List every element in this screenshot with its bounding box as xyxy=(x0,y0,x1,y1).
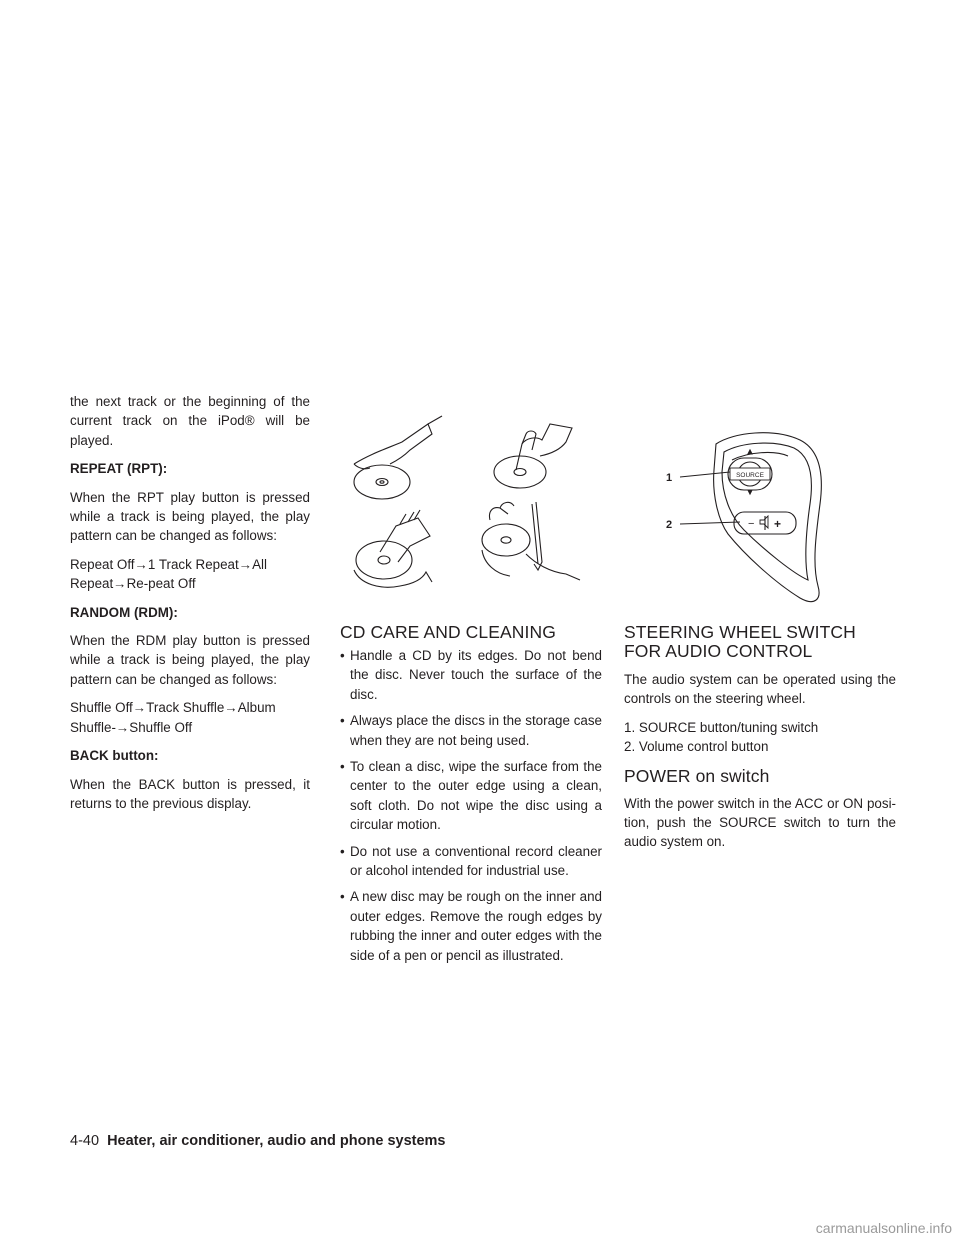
control-list xyxy=(624,718,896,757)
column-left xyxy=(70,392,310,822)
repeat-sequence: Repeat Off→1 Track Repeat→All Repeat→Re-peat Off xyxy=(70,556,267,592)
source-button-label: SOURCE xyxy=(736,472,764,479)
disc-icon xyxy=(494,456,546,488)
list-item: • Handle a CD by its edges. Do not bend the disc. Never touch the surface of the disc. xyxy=(340,648,602,702)
column-right xyxy=(624,623,896,861)
volume-minus-label: − xyxy=(748,518,755,530)
disc-icon xyxy=(356,541,412,579)
paragraph-power-on: With the power switch in the ACC or ON posi-tion, push the SOURCE switch to turn the audio system on. xyxy=(624,795,896,850)
watermark: carmanualsonline.info xyxy=(815,1220,952,1236)
random-sequence: Shuffle Off→Track Shuffle→Album Shuffle-→Shuffle Off xyxy=(70,700,276,735)
heading-random: RANDOM (RDM): xyxy=(70,604,178,620)
list-item: 2. Volume control button xyxy=(624,739,769,755)
speaker-icon xyxy=(760,516,768,528)
heading-steering-wheel-switch: STEERING WHEEL SWITCH FOR AUDIO CONTROL xyxy=(624,622,856,661)
cd-handling-illustration xyxy=(340,394,602,614)
paragraph-ipod-track: the next track or the beginning of the current track on the iPod® will be played. xyxy=(70,394,310,448)
callout-line-2 xyxy=(680,522,740,524)
section-title: Heater, air conditioner, audio and phone systems xyxy=(107,1133,446,1149)
steering-wheel-switch-illustration xyxy=(624,414,896,614)
list-item: • To clean a disc, wipe the surface from the center to the outer edge using a clean, soft cloth. Do not wipe the disc using a circular motion. xyxy=(340,759,602,833)
heading-cd-care: CD CARE AND CLEANING xyxy=(340,622,556,642)
disc-icon xyxy=(482,524,530,556)
paragraph-repeat: When the RPT play button is pressed while a track is being played, the play pattern can be changed as follows: xyxy=(70,489,310,544)
callout-1: 1 xyxy=(666,472,673,484)
list-item: • A new disc may be rough on the inner and outer edges. Remove the rough edges by rubbing the inner and outer edges with the side of a pen or pencil as illustrated. xyxy=(340,889,602,963)
steering-wheel-svg xyxy=(624,414,896,614)
page-footer xyxy=(70,1133,445,1149)
heading-power-on-switch: POWER on switch xyxy=(624,765,770,786)
page-number: 4-40 xyxy=(70,1133,100,1149)
column-middle xyxy=(340,623,602,972)
list-item: 1. SOURCE button/tuning switch xyxy=(624,719,819,735)
paragraph-back: When the BACK button is pressed, it returns to the previous display. xyxy=(70,776,310,811)
paragraph-random: When the RDM play button is pressed while a track is being played, the play pattern can be changed as follows: xyxy=(70,633,310,687)
list-item: • Do not use a conventional record cleaner or alcohol intended for industrial use. xyxy=(340,843,602,879)
heading-repeat: REPEAT (RPT): xyxy=(70,461,168,477)
paragraph-steering-intro: The audio system can be operated using the controls on the steering wheel. xyxy=(624,672,896,707)
cd-care-list xyxy=(340,646,602,965)
callout-2: 2 xyxy=(666,519,673,531)
disc-icon xyxy=(354,465,410,499)
cd-illustration-svg xyxy=(340,394,602,614)
list-item: • Always place the discs in the storage case when they are not being used. xyxy=(340,713,602,748)
heading-back: BACK button: xyxy=(70,748,159,764)
volume-plus-label: + xyxy=(774,517,782,531)
